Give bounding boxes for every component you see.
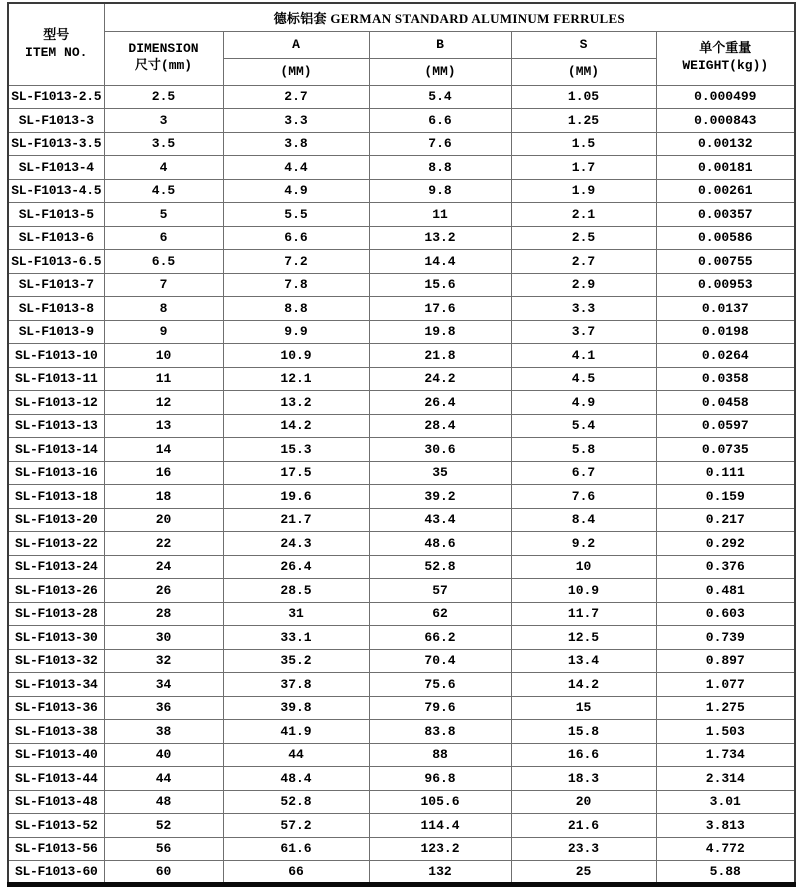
b-mm-cell: 105.6 — [369, 790, 511, 814]
a-mm-cell: 4.9 — [223, 179, 369, 203]
s-mm-cell: 7.6 — [511, 485, 656, 509]
b-mm-cell: 6.6 — [369, 109, 511, 133]
table-row — [8, 438, 795, 462]
item-no-cell: SL-F1013-56 — [8, 837, 104, 861]
table-row — [8, 485, 795, 509]
a-mm-cell: 48.4 — [223, 767, 369, 791]
s-mm-cell: 23.3 — [511, 837, 656, 861]
b-mm-cell: 52.8 — [369, 555, 511, 579]
item-no-label-en: ITEM NO. — [25, 45, 88, 61]
weight-cell: 0.0198 — [656, 320, 795, 344]
weight-label-en: WEIGHT(kg)) — [682, 58, 769, 73]
table-row — [8, 579, 795, 603]
item-no-cell: SL-F1013-3 — [8, 109, 104, 133]
s-mm-cell: 3.7 — [511, 320, 656, 344]
dimension-cell: 3 — [104, 109, 223, 133]
s-mm-cell: 8.4 — [511, 508, 656, 532]
item-no-cell: SL-F1013-52 — [8, 814, 104, 838]
b-mm-cell: 75.6 — [369, 673, 511, 697]
s-mm-cell: 18.3 — [511, 767, 656, 791]
table-title-en: GERMAN STANDARD ALUMINUM FERRULES — [330, 10, 625, 26]
table-row — [8, 861, 795, 885]
b-mm-cell: 15.6 — [369, 273, 511, 297]
dimension-cell: 6 — [104, 226, 223, 250]
table-row — [8, 132, 795, 156]
table-row — [8, 508, 795, 532]
item-no-cell: SL-F1013-30 — [8, 626, 104, 650]
a-mm-cell: 4.4 — [223, 156, 369, 180]
unit-header-a-mm: (MM) — [223, 58, 369, 85]
s-mm-cell: 16.6 — [511, 743, 656, 767]
dimension-label-cn: 尺寸(mm) — [134, 58, 193, 73]
table-row — [8, 226, 795, 250]
a-mm-cell: 2.7 — [223, 85, 369, 109]
a-mm-cell: 28.5 — [223, 579, 369, 603]
dimension-cell: 56 — [104, 837, 223, 861]
a-mm-cell: 26.4 — [223, 555, 369, 579]
a-mm-cell: 13.2 — [223, 391, 369, 415]
dimension-cell: 9 — [104, 320, 223, 344]
weight-cell: 0.000843 — [656, 109, 795, 133]
b-mm-cell: 5.4 — [369, 85, 511, 109]
table-row — [8, 297, 795, 321]
dimension-cell: 36 — [104, 696, 223, 720]
dimension-cell: 48 — [104, 790, 223, 814]
s-mm-cell: 5.4 — [511, 414, 656, 438]
s-mm-cell: 9.2 — [511, 532, 656, 556]
dimension-cell: 22 — [104, 532, 223, 556]
item-no-cell: SL-F1013-3.5 — [8, 132, 104, 156]
b-mm-cell: 96.8 — [369, 767, 511, 791]
b-mm-cell: 66.2 — [369, 626, 511, 650]
b-mm-cell: 48.6 — [369, 532, 511, 556]
dimension-cell: 52 — [104, 814, 223, 838]
weight-cell: 0.0597 — [656, 414, 795, 438]
s-mm-cell: 12.5 — [511, 626, 656, 650]
a-mm-cell: 33.1 — [223, 626, 369, 650]
a-mm-cell: 21.7 — [223, 508, 369, 532]
table-row — [8, 156, 795, 180]
b-mm-cell: 88 — [369, 743, 511, 767]
item-no-cell: SL-F1013-18 — [8, 485, 104, 509]
unit-header-s-mm: (MM) — [511, 58, 656, 85]
weight-cell: 0.0358 — [656, 367, 795, 391]
item-no-cell: SL-F1013-36 — [8, 696, 104, 720]
dimension-cell: 11 — [104, 367, 223, 391]
a-mm-cell: 10.9 — [223, 344, 369, 368]
dimension-cell: 2.5 — [104, 85, 223, 109]
b-mm-cell: 11 — [369, 203, 511, 227]
weight-cell: 0.481 — [656, 579, 795, 603]
column-header-b: B — [369, 31, 511, 58]
item-no-cell: SL-F1013-22 — [8, 532, 104, 556]
item-no-cell: SL-F1013-6 — [8, 226, 104, 250]
a-mm-cell: 12.1 — [223, 367, 369, 391]
item-no-cell: SL-F1013-40 — [8, 743, 104, 767]
weight-cell: 0.000499 — [656, 85, 795, 109]
table-row — [8, 367, 795, 391]
s-mm-cell: 2.9 — [511, 273, 656, 297]
b-mm-cell: 14.4 — [369, 250, 511, 274]
item-no-cell: SL-F1013-8 — [8, 297, 104, 321]
dimension-cell: 32 — [104, 649, 223, 673]
dimension-cell: 8 — [104, 297, 223, 321]
item-no-cell: SL-F1013-32 — [8, 649, 104, 673]
weight-cell: 0.159 — [656, 485, 795, 509]
s-mm-cell: 21.6 — [511, 814, 656, 838]
b-mm-cell: 17.6 — [369, 297, 511, 321]
weight-cell: 0.0735 — [656, 438, 795, 462]
weight-cell: 0.376 — [656, 555, 795, 579]
dimension-cell: 28 — [104, 602, 223, 626]
b-mm-cell: 8.8 — [369, 156, 511, 180]
a-mm-cell: 52.8 — [223, 790, 369, 814]
table-row — [8, 179, 795, 203]
a-mm-cell: 6.6 — [223, 226, 369, 250]
b-mm-cell: 123.2 — [369, 837, 511, 861]
a-mm-cell: 66 — [223, 861, 369, 885]
table-row — [8, 720, 795, 744]
weight-cell: 0.00357 — [656, 203, 795, 227]
s-mm-cell: 13.4 — [511, 649, 656, 673]
s-mm-cell: 25 — [511, 861, 656, 885]
dimension-cell: 26 — [104, 579, 223, 603]
item-no-cell: SL-F1013-26 — [8, 579, 104, 603]
table-row — [8, 814, 795, 838]
item-no-cell: SL-F1013-38 — [8, 720, 104, 744]
item-no-cell: SL-F1013-48 — [8, 790, 104, 814]
dimension-cell: 4 — [104, 156, 223, 180]
weight-cell: 0.603 — [656, 602, 795, 626]
column-header-dimension — [104, 31, 223, 85]
weight-cell: 0.00181 — [656, 156, 795, 180]
table-row — [8, 273, 795, 297]
weight-cell: 1.503 — [656, 720, 795, 744]
weight-cell: 1.077 — [656, 673, 795, 697]
s-mm-cell: 5.8 — [511, 438, 656, 462]
table-row — [8, 696, 795, 720]
b-mm-cell: 114.4 — [369, 814, 511, 838]
s-mm-cell: 1.25 — [511, 109, 656, 133]
b-mm-cell: 28.4 — [369, 414, 511, 438]
s-mm-cell: 11.7 — [511, 602, 656, 626]
table-row — [8, 767, 795, 791]
dimension-cell: 18 — [104, 485, 223, 509]
weight-cell: 0.00755 — [656, 250, 795, 274]
weight-cell: 5.88 — [656, 861, 795, 885]
b-mm-cell: 30.6 — [369, 438, 511, 462]
weight-cell: 0.897 — [656, 649, 795, 673]
column-header-weight — [656, 31, 795, 85]
b-mm-cell: 9.8 — [369, 179, 511, 203]
b-mm-cell: 35 — [369, 461, 511, 485]
a-mm-cell: 35.2 — [223, 649, 369, 673]
table-row — [8, 203, 795, 227]
a-mm-cell: 7.8 — [223, 273, 369, 297]
dimension-cell: 38 — [104, 720, 223, 744]
table-row — [8, 250, 795, 274]
s-mm-cell: 15.8 — [511, 720, 656, 744]
item-no-cell: SL-F1013-10 — [8, 344, 104, 368]
table-row — [8, 555, 795, 579]
weight-cell: 0.0458 — [656, 391, 795, 415]
table-row — [8, 320, 795, 344]
table-row — [8, 743, 795, 767]
s-mm-cell: 2.7 — [511, 250, 656, 274]
dimension-cell: 12 — [104, 391, 223, 415]
weight-cell: 0.217 — [656, 508, 795, 532]
b-mm-cell: 26.4 — [369, 391, 511, 415]
a-mm-cell: 37.8 — [223, 673, 369, 697]
s-mm-cell: 1.9 — [511, 179, 656, 203]
dimension-cell: 34 — [104, 673, 223, 697]
item-no-cell: SL-F1013-2.5 — [8, 85, 104, 109]
weight-cell: 4.772 — [656, 837, 795, 861]
dimension-cell: 44 — [104, 767, 223, 791]
item-no-cell: SL-F1013-6.5 — [8, 250, 104, 274]
a-mm-cell: 44 — [223, 743, 369, 767]
item-no-cell: SL-F1013-4 — [8, 156, 104, 180]
weight-cell: 0.111 — [656, 461, 795, 485]
item-no-label-cn: 型号 — [43, 27, 70, 43]
a-mm-cell: 3.8 — [223, 132, 369, 156]
b-mm-cell: 43.4 — [369, 508, 511, 532]
table-row — [8, 414, 795, 438]
item-no-cell: SL-F1013-11 — [8, 367, 104, 391]
a-mm-cell: 8.8 — [223, 297, 369, 321]
table-title — [104, 3, 795, 31]
item-no-cell: SL-F1013-9 — [8, 320, 104, 344]
table-title-cn: 德标铝套 — [273, 10, 327, 26]
unit-header-b-mm: (MM) — [369, 58, 511, 85]
dimension-cell: 6.5 — [104, 250, 223, 274]
a-mm-cell: 31 — [223, 602, 369, 626]
b-mm-cell: 19.8 — [369, 320, 511, 344]
table-row — [8, 649, 795, 673]
item-no-cell: SL-F1013-28 — [8, 602, 104, 626]
s-mm-cell: 2.1 — [511, 203, 656, 227]
item-no-cell: SL-F1013-4.5 — [8, 179, 104, 203]
dimension-cell: 24 — [104, 555, 223, 579]
weight-cell: 0.292 — [656, 532, 795, 556]
s-mm-cell: 1.7 — [511, 156, 656, 180]
a-mm-cell: 9.9 — [223, 320, 369, 344]
column-header-s: S — [511, 31, 656, 58]
spec-table-body — [8, 85, 795, 884]
dimension-cell: 7 — [104, 273, 223, 297]
dimension-cell: 14 — [104, 438, 223, 462]
b-mm-cell: 83.8 — [369, 720, 511, 744]
b-mm-cell: 57 — [369, 579, 511, 603]
s-mm-cell: 2.5 — [511, 226, 656, 250]
s-mm-cell: 10 — [511, 555, 656, 579]
item-no-cell: SL-F1013-16 — [8, 461, 104, 485]
s-mm-cell: 10.9 — [511, 579, 656, 603]
item-no-cell: SL-F1013-13 — [8, 414, 104, 438]
item-no-cell: SL-F1013-60 — [8, 861, 104, 885]
item-no-cell: SL-F1013-5 — [8, 203, 104, 227]
weight-cell: 0.00261 — [656, 179, 795, 203]
weight-cell: 3.813 — [656, 814, 795, 838]
ferrule-spec-table — [7, 2, 796, 887]
s-mm-cell: 20 — [511, 790, 656, 814]
b-mm-cell: 24.2 — [369, 367, 511, 391]
dimension-cell: 60 — [104, 861, 223, 885]
a-mm-cell: 24.3 — [223, 532, 369, 556]
table-row — [8, 626, 795, 650]
a-mm-cell: 61.6 — [223, 837, 369, 861]
s-mm-cell: 1.5 — [511, 132, 656, 156]
weight-cell: 2.314 — [656, 767, 795, 791]
table-row — [8, 461, 795, 485]
s-mm-cell: 1.05 — [511, 85, 656, 109]
table-row — [8, 85, 795, 109]
item-no-cell: SL-F1013-24 — [8, 555, 104, 579]
a-mm-cell: 41.9 — [223, 720, 369, 744]
table-row — [8, 532, 795, 556]
a-mm-cell: 17.5 — [223, 461, 369, 485]
a-mm-cell: 5.5 — [223, 203, 369, 227]
weight-label-cn: 单个重量 — [699, 41, 752, 57]
table-row — [8, 790, 795, 814]
s-mm-cell: 4.9 — [511, 391, 656, 415]
dimension-label-en: DIMENSION — [128, 41, 199, 57]
s-mm-cell: 15 — [511, 696, 656, 720]
dimension-cell: 16 — [104, 461, 223, 485]
dimension-cell: 10 — [104, 344, 223, 368]
s-mm-cell: 6.7 — [511, 461, 656, 485]
s-mm-cell: 4.5 — [511, 367, 656, 391]
item-no-cell: SL-F1013-34 — [8, 673, 104, 697]
item-no-cell: SL-F1013-7 — [8, 273, 104, 297]
dimension-cell: 5 — [104, 203, 223, 227]
weight-cell: 1.275 — [656, 696, 795, 720]
b-mm-cell: 7.6 — [369, 132, 511, 156]
item-no-cell: SL-F1013-14 — [8, 438, 104, 462]
b-mm-cell: 79.6 — [369, 696, 511, 720]
dimension-cell: 4.5 — [104, 179, 223, 203]
b-mm-cell: 13.2 — [369, 226, 511, 250]
s-mm-cell: 14.2 — [511, 673, 656, 697]
a-mm-cell: 14.2 — [223, 414, 369, 438]
weight-cell: 0.00132 — [656, 132, 795, 156]
weight-cell: 1.734 — [656, 743, 795, 767]
dimension-cell: 13 — [104, 414, 223, 438]
weight-cell: 0.00586 — [656, 226, 795, 250]
weight-cell: 0.0137 — [656, 297, 795, 321]
dimension-cell: 20 — [104, 508, 223, 532]
a-mm-cell: 19.6 — [223, 485, 369, 509]
weight-cell: 0.00953 — [656, 273, 795, 297]
table-row — [8, 673, 795, 697]
table-row — [8, 109, 795, 133]
weight-cell: 3.01 — [656, 790, 795, 814]
b-mm-cell: 62 — [369, 602, 511, 626]
b-mm-cell: 39.2 — [369, 485, 511, 509]
a-mm-cell: 57.2 — [223, 814, 369, 838]
b-mm-cell: 21.8 — [369, 344, 511, 368]
table-row — [8, 837, 795, 861]
a-mm-cell: 15.3 — [223, 438, 369, 462]
item-no-cell: SL-F1013-20 — [8, 508, 104, 532]
column-header-a: A — [223, 31, 369, 58]
table-row — [8, 344, 795, 368]
a-mm-cell: 3.3 — [223, 109, 369, 133]
s-mm-cell: 4.1 — [511, 344, 656, 368]
table-row — [8, 602, 795, 626]
b-mm-cell: 70.4 — [369, 649, 511, 673]
dimension-cell: 40 — [104, 743, 223, 767]
column-header-item-no — [8, 3, 104, 85]
weight-cell: 0.0264 — [656, 344, 795, 368]
weight-cell: 0.739 — [656, 626, 795, 650]
a-mm-cell: 7.2 — [223, 250, 369, 274]
b-mm-cell: 132 — [369, 861, 511, 885]
item-no-cell: SL-F1013-12 — [8, 391, 104, 415]
dimension-cell: 30 — [104, 626, 223, 650]
dimension-cell: 3.5 — [104, 132, 223, 156]
item-no-cell: SL-F1013-44 — [8, 767, 104, 791]
s-mm-cell: 3.3 — [511, 297, 656, 321]
a-mm-cell: 39.8 — [223, 696, 369, 720]
table-row — [8, 391, 795, 415]
